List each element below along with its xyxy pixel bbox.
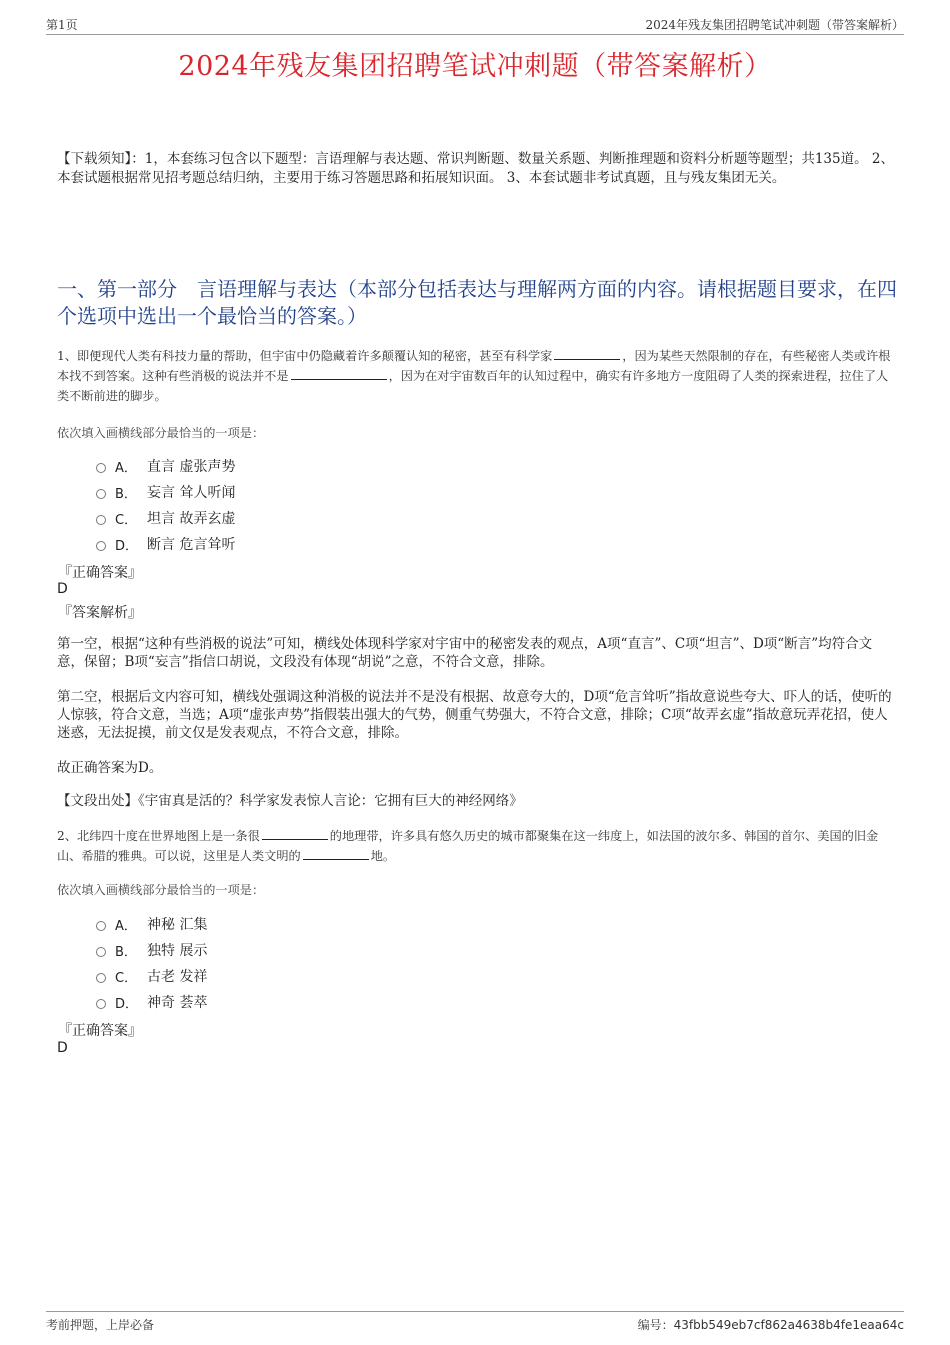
q2-option-b[interactable]: B． 独特 展示 — [96, 937, 207, 963]
footer-code — [638, 1316, 904, 1333]
q1-analysis-label: 『答案解析』 — [58, 605, 142, 621]
q2-option-d[interactable]: D． 神奇 荟萃 — [96, 989, 207, 1015]
section-title: 一、第一部分 言语理解与表达（本部分包括表达与理解两方面的内容。请根据题目要求，在四个选项中选出一个最恰当的答案。） — [57, 277, 897, 328]
q2-blank-1 — [262, 827, 328, 840]
q1-option-c[interactable]: C． 坦言 故弄玄虚 — [96, 505, 235, 531]
q1-stem-part-c: ，因为在对宇宙数百年的认知过程中，确实有许多地方一度阻碍了人类的探索进程，拉住了人类不断前进的脚步。 — [57, 369, 889, 403]
radio-icon[interactable] — [96, 515, 106, 525]
q1-conclusion: 故正确答案为D。 — [57, 760, 163, 776]
q1-option-d[interactable]: D． 断言 危言耸听 — [96, 531, 235, 557]
q1-stem-part-b: ，因为某些天然限制的存在，有些秘密人类或许根本找不到答案。这种有些消极的说法并不是 — [57, 349, 891, 383]
question-1-stem — [57, 346, 899, 406]
q2-option-a[interactable]: A． 神秘 汇集 — [96, 911, 207, 937]
q2-stem-part-c: 地。 — [370, 849, 396, 863]
footer-code-value: 43fbb549eb7cf862a4638b4fe1eaa64c — [673, 1318, 904, 1332]
q1-stem-part-a: 1、即便现代人类有科技力量的帮助，但宇宙中仍隐藏着许多颠覆认知的秘密，甚至有科学家 — [57, 349, 553, 363]
radio-icon[interactable] — [96, 463, 106, 473]
q2-answer-label: 『正确答案』 — [58, 1023, 142, 1039]
q1-options — [96, 453, 235, 557]
header-doc-title: 2024年残友集团招聘笔试冲刺题（带答案解析） — [645, 18, 904, 32]
document-title: 2024年残友集团招聘笔试冲刺题（带答案解析） — [178, 51, 772, 82]
q2-options — [96, 911, 207, 1015]
q2-blank-2 — [303, 847, 369, 860]
q1-answer-label: 『正确答案』 — [58, 565, 142, 581]
q2-stem-part-a: 2、北纬四十度在世界地图上是一条很 — [57, 829, 260, 843]
question-2-stem — [57, 826, 899, 866]
radio-icon[interactable] — [96, 973, 106, 983]
footer-slogan: 考前押题，上岸必备 — [46, 1318, 155, 1332]
page-number: 第1页 — [46, 18, 78, 32]
q1-answer: D — [57, 581, 68, 597]
download-notice: 【下载须知】：1，本套练习包含以下题型：言语理解与表达题、常识判断题、数量关系题、判断推理题和资料分析题等题型；共135道。 2、本套试题根据常见招考题总结归纳，主要用于练习答题思路和拓展知识面。 3、本套试题非考试真题，且与残友集团无关。 — [57, 151, 894, 186]
q1-blank-1 — [554, 347, 620, 360]
page-header — [46, 14, 904, 35]
q1-option-a[interactable]: A． 直言 虚张声势 — [96, 453, 235, 479]
q2-option-c[interactable]: C． 古老 发祥 — [96, 963, 207, 989]
radio-icon[interactable] — [96, 541, 106, 551]
radio-icon[interactable] — [96, 921, 106, 931]
q1-analysis-1: 第一空，根据“这种有些消极的说法”可知，横线处体现科学家对宇宙中的秘密发表的观点，A项“直言”、C项“坦言”、D项“断言”均符合文意，保留；B项“妄言”指信口胡说，文段没有体现“胡说”之意，不符合文意，排除。 — [57, 636, 873, 670]
q2-stem-part-b: 的地理带，许多具有悠久历史的城市都聚集在这一纬度上，如法国的波尔多、韩国的首尔、美国的旧金山、希腊的雅典。可以说，这里是人类文明的 — [57, 829, 879, 863]
q1-blank-2 — [291, 367, 387, 380]
radio-icon[interactable] — [96, 999, 106, 1009]
q1-source: 【文段出处】《宇宙真是活的？科学家发表惊人言论：它拥有巨大的神经网络》 — [57, 793, 523, 809]
q2-prompt: 依次填入画横线部分最恰当的一项是： — [57, 883, 265, 897]
q1-prompt: 依次填入画横线部分最恰当的一项是： — [57, 426, 265, 440]
q1-analysis-2: 第二空，根据后文内容可知，横线处强调这种消极的说法并不是没有根据、故意夸大的，D项“危言耸听”指故意说些夸大、吓人的话，使听的人惊骇，符合文意，当选；A项“虚张声势”指假装出强大的气势，侧重气势强大，不符合文意，排除；C项“故弄玄虚”指故意玩弄花招，使人迷惑，无法捉摸，前文仅是发表观点，不符合文意，排除。 — [57, 689, 892, 741]
q2-answer: D — [57, 1040, 68, 1056]
radio-icon[interactable] — [96, 947, 106, 957]
footer-code-label: 编号： — [637, 1318, 674, 1332]
page-footer — [46, 1311, 904, 1336]
q1-option-b[interactable]: B． 妄言 耸人听闻 — [96, 479, 235, 505]
radio-icon[interactable] — [96, 489, 106, 499]
